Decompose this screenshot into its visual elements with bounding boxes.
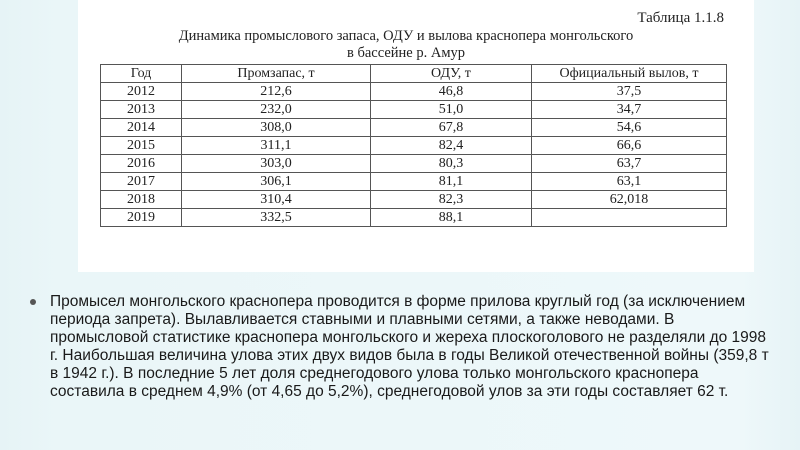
catch-dynamics-table — [100, 64, 727, 227]
bullet-marker — [30, 299, 36, 305]
column-header-catch: Официальный вылов, т — [532, 65, 727, 83]
table-row — [101, 209, 727, 227]
cell-stock: 212,6 — [182, 83, 371, 101]
cell-year: 2016 — [101, 155, 182, 173]
cell-stock: 306,1 — [182, 173, 371, 191]
table-row — [101, 173, 727, 191]
bullet-text: Промысел монгольского краснопера проводится в форме прилова круглый год (за исключением периода запрета). Вылавливается ставными и плавными сетями, а также неводами. В промысловой статистике краснопера монгольского и жереха плоскоголового не разделяли до 1998 г. Наибольшая величина улова этих двух видов была в годы Великой отечественной войны (359,8 т в 1942 г.). В последние 5 лет доля среднегодового улова только монгольского краснопера составила в среднем 4,9% (от 4,65 до 5,2%), среднегодовой улов за эти годы составляет 62 т. — [50, 293, 769, 400]
cell-tac: 46,8 — [371, 83, 532, 101]
cell-stock: 303,0 — [182, 155, 371, 173]
table-row — [101, 155, 727, 173]
cell-year: 2015 — [101, 137, 182, 155]
column-header-tac: ОДУ, т — [371, 65, 532, 83]
cell-tac: 82,4 — [371, 137, 532, 155]
cell-tac: 67,8 — [371, 119, 532, 137]
cell-catch: 37,5 — [532, 83, 727, 101]
table-image-panel — [78, 0, 754, 272]
cell-year: 2017 — [101, 173, 182, 191]
cell-year: 2019 — [101, 209, 182, 227]
cell-catch: 66,6 — [532, 137, 727, 155]
column-header-year: Год — [101, 65, 182, 83]
table-caption: Таблица 1.1.8 — [637, 10, 724, 26]
table-row — [101, 191, 727, 209]
cell-year: 2014 — [101, 119, 182, 137]
cell-tac: 88,1 — [371, 209, 532, 227]
cell-stock: 332,5 — [182, 209, 371, 227]
cell-catch: 63,7 — [532, 155, 727, 173]
cell-tac: 82,3 — [371, 191, 532, 209]
cell-year: 2012 — [101, 83, 182, 101]
cell-tac: 81,1 — [371, 173, 532, 191]
cell-catch: 63,1 — [532, 173, 727, 191]
table-row — [101, 83, 727, 101]
cell-stock: 308,0 — [182, 119, 371, 137]
cell-catch: 54,6 — [532, 119, 727, 137]
cell-tac: 80,3 — [371, 155, 532, 173]
cell-year: 2018 — [101, 191, 182, 209]
column-header-stock: Промзапас, т — [182, 65, 371, 83]
cell-stock: 310,4 — [182, 191, 371, 209]
cell-catch: 62,018 — [532, 191, 727, 209]
table-row — [101, 119, 727, 137]
table-row — [101, 101, 727, 119]
cell-stock: 311,1 — [182, 137, 371, 155]
table-header-row — [101, 65, 727, 83]
cell-tac: 51,0 — [371, 101, 532, 119]
table-title-line-2: в бассейне р. Амур — [347, 45, 465, 61]
cell-year: 2013 — [101, 101, 182, 119]
table-row — [101, 137, 727, 155]
cell-catch — [532, 209, 727, 227]
table-title-line-1: Динамика промыслового запаса, ОДУ и вылова краснопера монгольского — [178, 28, 634, 44]
bullet-paragraph — [30, 293, 770, 401]
cell-stock: 232,0 — [182, 101, 371, 119]
cell-catch: 34,7 — [532, 101, 727, 119]
